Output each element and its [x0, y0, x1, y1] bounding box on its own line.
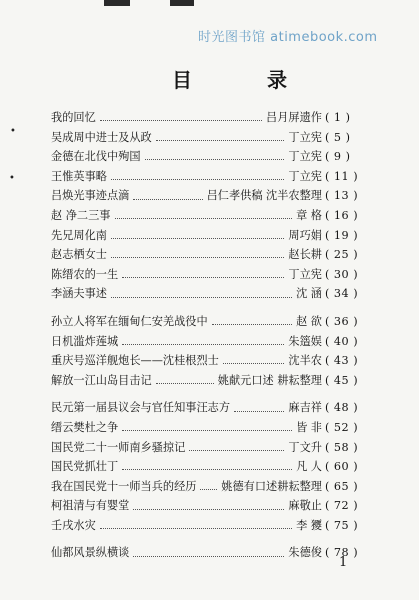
toc-entry[interactable]	[51, 496, 369, 516]
dot-leader	[111, 257, 284, 258]
section-gap	[51, 390, 369, 398]
entry-author: 吕仁孝供稿 沈半农整理	[206, 189, 322, 203]
toc-entry[interactable]	[51, 418, 369, 438]
scan-speck: •	[9, 173, 15, 184]
entry-page: ( 75 )	[325, 518, 359, 532]
toc-entry[interactable]	[51, 477, 369, 497]
entry-author: 姚献元口述 耕耘整理	[217, 373, 322, 387]
entry-author: 丁文升	[288, 440, 322, 454]
entry-author: 麻吉祥	[288, 401, 322, 415]
entry-author: 章 格	[296, 208, 322, 222]
toc-entry[interactable]	[51, 206, 369, 226]
entry-author: 丁立宪	[288, 130, 322, 144]
entry-title: 吴成周中进士及从政	[51, 130, 152, 144]
entry-author: 赵 欲	[296, 314, 322, 328]
toc-entry[interactable]	[51, 108, 369, 128]
entry-author: 朱簉娱	[288, 334, 322, 348]
toc-entry[interactable]	[51, 398, 369, 418]
entry-author: 丁立宪	[288, 169, 322, 183]
toc-entry[interactable]	[51, 371, 369, 391]
dot-leader	[100, 528, 292, 529]
dot-leader	[122, 469, 292, 470]
entry-author: 周巧娟	[288, 228, 322, 242]
toc-entry[interactable]	[51, 147, 369, 167]
entry-title: 民元第一届县议会与官任知事汪志方	[51, 401, 231, 415]
dot-leader	[122, 430, 292, 431]
entry-page: ( 60 )	[325, 460, 359, 474]
dot-leader	[115, 218, 293, 219]
toc-entry[interactable]	[51, 265, 369, 285]
toc-entry[interactable]	[51, 284, 369, 304]
dot-leader	[111, 238, 284, 239]
scan-speck: •	[10, 126, 16, 137]
entry-title: 赵 净二三事	[51, 208, 111, 222]
toc-entry[interactable]	[51, 128, 369, 148]
dot-leader	[133, 556, 284, 557]
entry-page: ( 52 )	[325, 420, 359, 434]
entry-page: ( 5 )	[325, 130, 351, 144]
dot-leader	[234, 411, 284, 412]
toc-entry[interactable]	[51, 516, 369, 536]
entry-author: 朱德俊	[288, 546, 322, 560]
page-title: 目 录	[172, 68, 321, 92]
entry-page: ( 36 )	[325, 314, 359, 328]
toc-entry[interactable]	[51, 167, 369, 187]
toc-entry[interactable]	[51, 312, 369, 332]
entry-author: 皆 非	[296, 420, 322, 434]
entry-title: 先兄周化南	[51, 228, 107, 242]
entry-title: 吕焕光事迹点滴	[51, 189, 130, 203]
entry-author: 凡 人	[296, 460, 322, 474]
dot-leader	[100, 120, 262, 121]
entry-page: ( 65 )	[325, 479, 359, 493]
entry-title: 壬戌水灾	[51, 518, 96, 532]
entry-page: ( 25 )	[325, 248, 359, 262]
entry-title: 赵志栖女士	[51, 248, 107, 262]
entry-author: 沈半农	[288, 354, 322, 368]
entry-author: 丁立宪	[288, 267, 322, 281]
dot-leader	[122, 277, 284, 278]
entry-title: 仙都风景纵横谈	[51, 546, 130, 560]
entry-page: ( 1 )	[325, 111, 351, 124]
scan-top-edge	[0, 0, 419, 8]
toc-entry[interactable]	[51, 438, 369, 458]
entry-page: ( 45 )	[325, 373, 359, 387]
dot-leader	[156, 140, 285, 141]
toc-entry[interactable]	[51, 245, 369, 265]
entry-title: 孙立人将军在缅甸仁安羌战役中	[51, 314, 208, 328]
entry-author: 沈 涵	[296, 287, 322, 301]
dot-leader	[122, 344, 284, 345]
entry-page: ( 19 )	[325, 228, 359, 242]
entry-title: 王惟英事略	[51, 169, 107, 183]
entry-title: 李涵夫事述	[51, 287, 107, 301]
entry-page: ( 58 )	[325, 440, 359, 454]
toc-entry[interactable]	[51, 351, 369, 371]
toc-entry[interactable]	[51, 457, 369, 477]
entry-page: ( 48 )	[325, 401, 359, 415]
entry-title: 柯祖清与有婴堂	[51, 499, 130, 513]
toc-entry[interactable]	[51, 543, 369, 563]
watermark: 时光图书馆 atimebook.com	[198, 30, 378, 45]
section-gap	[51, 304, 369, 312]
dot-leader	[212, 324, 292, 325]
entry-title: 日机滥炸莲城	[51, 334, 119, 348]
dot-leader	[133, 509, 284, 510]
toc-entry[interactable]	[51, 332, 369, 352]
entry-title: 国民党二十一师南乡骚掠记	[51, 440, 186, 454]
entry-author: 李 獿	[296, 518, 322, 532]
entry-author: 麻敬止	[288, 499, 322, 513]
entry-title: 我的回忆	[51, 111, 96, 124]
entry-page: ( 9 )	[325, 150, 351, 164]
entry-page: ( 34 )	[325, 287, 359, 301]
dot-leader	[111, 297, 292, 298]
entry-author: 赵长耕	[288, 248, 322, 262]
dot-leader	[223, 363, 285, 364]
table-of-contents	[51, 108, 369, 563]
entry-page: ( 72 )	[325, 499, 359, 513]
entry-page: ( 11 )	[325, 169, 359, 183]
entry-author: 姚德有口述耕耘整理	[221, 479, 322, 493]
entry-page: ( 16 )	[325, 208, 359, 222]
entry-title: 陈缙农的一生	[51, 267, 119, 281]
entry-title: 解放一江山岛目击记	[51, 373, 152, 387]
entry-title: 国民党抓壮丁	[51, 460, 119, 474]
dot-leader	[133, 199, 202, 200]
entry-title: 重庆号巡洋舰炮长——沈桂根烈士	[51, 354, 219, 368]
entry-page: ( 30 )	[325, 267, 359, 281]
dot-leader	[156, 383, 214, 384]
entry-page: ( 40 )	[325, 334, 359, 348]
dot-leader	[111, 179, 284, 180]
dot-leader	[200, 489, 217, 490]
entry-title: 我在国民党十一师当兵的经历	[51, 479, 197, 493]
entry-author: 丁立宪	[288, 150, 322, 164]
dot-leader	[145, 159, 285, 160]
page-number: 1	[339, 555, 348, 570]
section-gap	[51, 535, 369, 543]
entry-title: 缙云樊杜之争	[51, 420, 119, 434]
toc-entry[interactable]	[51, 226, 369, 246]
entry-page: ( 78 )	[325, 546, 359, 560]
entry-title: 金德在北伐中殉国	[51, 150, 141, 164]
dot-leader	[189, 450, 284, 451]
entry-page: ( 43 )	[325, 354, 359, 368]
toc-entry[interactable]	[51, 186, 369, 206]
entry-page: ( 13 )	[325, 189, 359, 203]
entry-author: 吕月屏遗作	[266, 111, 322, 124]
